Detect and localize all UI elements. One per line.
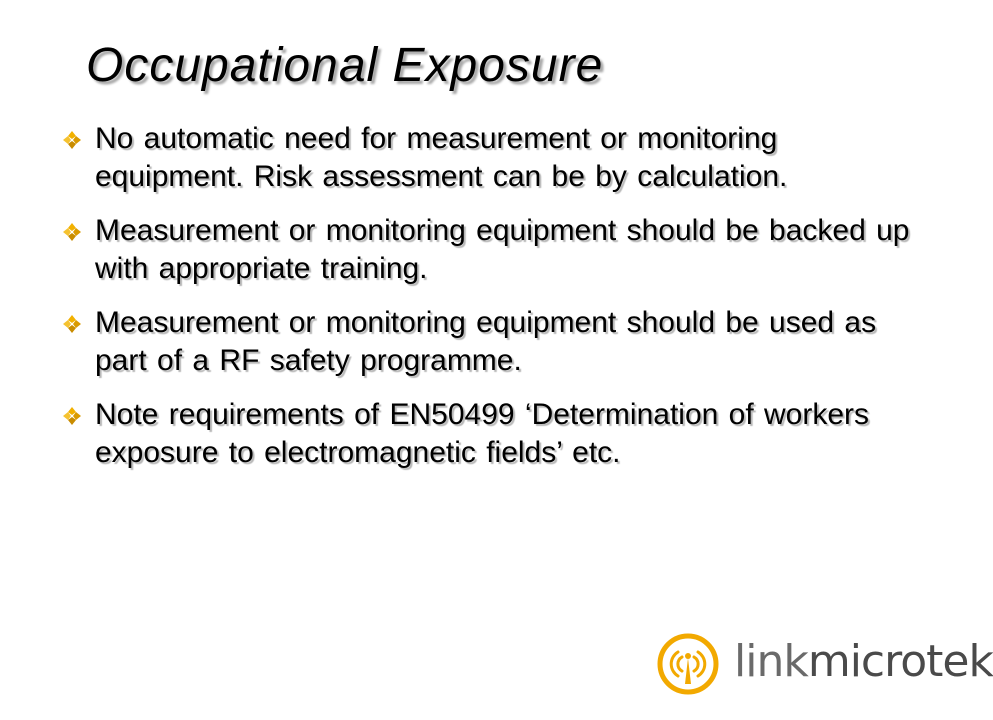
logo-wordmark <box>734 634 993 690</box>
bullet-text: Measurement or monitoring equipment should be used as part of a RF safety programme. <box>95 306 877 377</box>
bullet-item <box>62 396 922 472</box>
bullet-item <box>62 304 922 380</box>
logo-text-suffix: microtek <box>807 636 993 687</box>
diamond-bullet-icon <box>62 314 82 334</box>
bullet-list <box>62 120 922 488</box>
bullet-text: Measurement or monitoring equipment should be backed up with appropriate training. <box>95 214 910 285</box>
bullet-item <box>62 120 922 196</box>
antenna-signal-icon <box>656 632 720 696</box>
company-logo <box>656 632 993 696</box>
diamond-bullet-icon <box>62 130 82 150</box>
bullet-item <box>62 212 922 288</box>
bullet-text: Note requirements of EN50499 ‘Determination of workers exposure to electromagnetic fields’ etc. <box>95 398 870 469</box>
diamond-bullet-icon <box>62 222 82 242</box>
bullet-text: No automatic need for measurement or monitoring equipment. Risk assessment can be by calculation. <box>95 122 788 193</box>
logo-text-prefix: link <box>734 636 808 687</box>
slide-title: Occupational Exposure <box>86 39 604 92</box>
diamond-bullet-icon <box>62 406 82 426</box>
